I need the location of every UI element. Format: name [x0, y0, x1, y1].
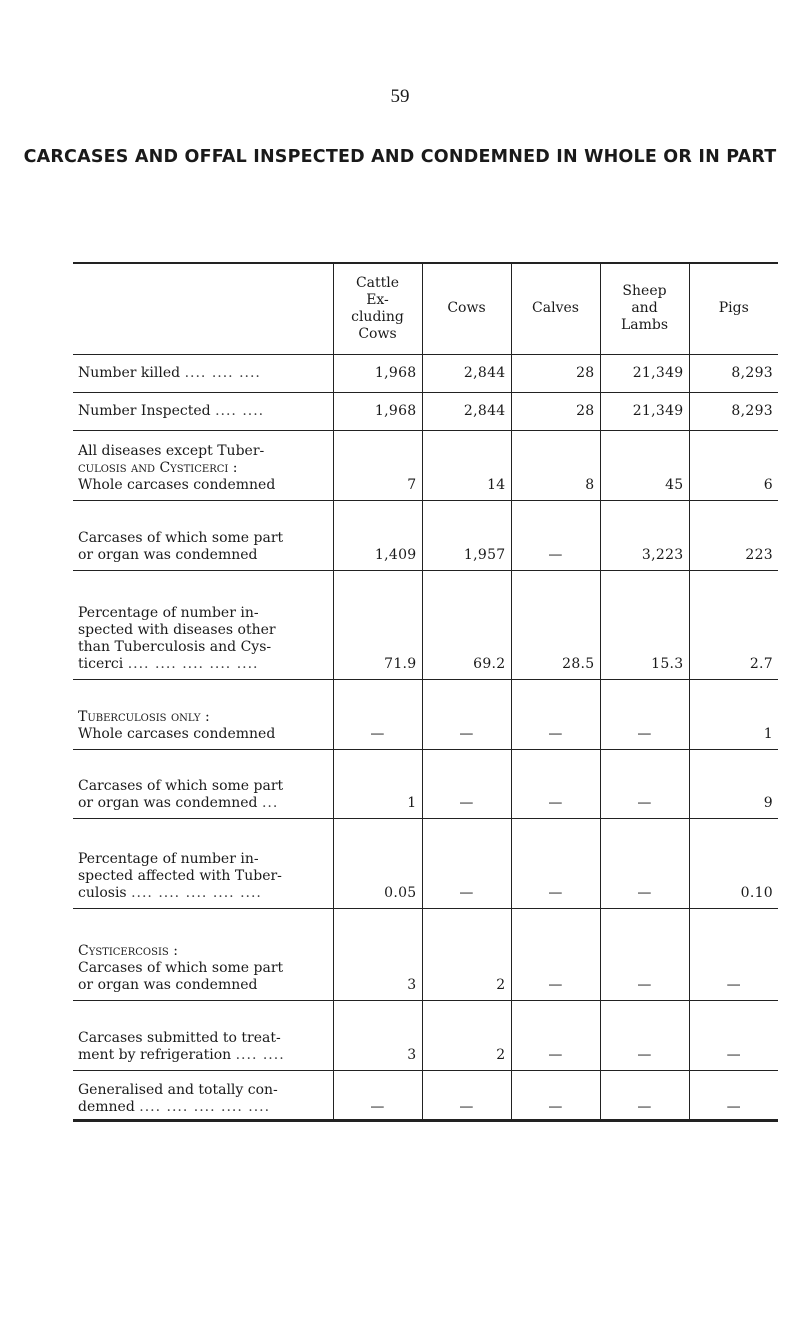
table-row: [73, 749, 778, 818]
label-line: Whole carcases condemned: [78, 476, 276, 493]
page-title: CARCASES AND OFFAL INSPECTED AND CONDEMNED IN WHOLE OR IN PART: [23, 147, 777, 167]
row-label: [73, 392, 333, 430]
label-line: All diseases except Tuber-: [78, 442, 265, 459]
label-line: Number Inspected: [78, 402, 211, 419]
cell-cattle: 1,968: [333, 392, 422, 430]
cell-calves: 28: [511, 392, 600, 430]
label-line: Carcases of which some part: [78, 959, 284, 976]
cell-cows: 2,844: [422, 354, 511, 392]
cell-cattle: 3: [333, 908, 422, 1000]
label-line: Percentage of number in-: [78, 850, 259, 867]
column-header-pigs: [689, 263, 778, 354]
label-line: Carcases of which some part: [78, 777, 284, 794]
header-line: Cattle: [355, 274, 400, 291]
cell-pigs: 2.7: [689, 570, 778, 679]
cell-pigs: 1: [689, 679, 778, 749]
header-line: Sheep: [622, 283, 667, 300]
table-row: [73, 430, 778, 500]
column-header-cattle: [333, 263, 422, 354]
cell-sheep: 3,223: [600, 500, 689, 570]
carcases-table: [73, 262, 778, 1122]
cell-pigs: —: [689, 1070, 778, 1120]
row-label: [73, 500, 333, 570]
leader-dots: .... .... .... .... ....: [131, 884, 262, 901]
table-row: [73, 908, 778, 1000]
cell-cows: 2,844: [422, 392, 511, 430]
cell-cattle: 71.9: [333, 570, 422, 679]
cell-pigs: —: [689, 1000, 778, 1070]
cell-calves: —: [511, 818, 600, 908]
cell-sheep: —: [600, 1000, 689, 1070]
header-line: Pigs: [718, 300, 749, 317]
cell-calves: —: [511, 500, 600, 570]
cell-pigs: —: [689, 908, 778, 1000]
cell-cattle: —: [333, 1070, 422, 1120]
label-line: culosis: [78, 884, 127, 901]
row-label: [73, 679, 333, 749]
label-line: Tuberculosis only :: [78, 708, 210, 725]
cell-cows: 69.2: [422, 570, 511, 679]
cell-pigs: 0.10: [689, 818, 778, 908]
cell-calves: —: [511, 1000, 600, 1070]
label-line: Cysticercosis :: [78, 942, 178, 959]
label-line: or organ was condemned: [78, 794, 258, 811]
label-line: Carcases of which some part: [78, 529, 284, 546]
cell-cows: —: [422, 749, 511, 818]
cell-sheep: —: [600, 749, 689, 818]
cell-sheep: —: [600, 818, 689, 908]
cell-cattle: —: [333, 679, 422, 749]
column-header-sheep: [600, 263, 689, 354]
leader-dots: .... ....: [215, 402, 265, 419]
column-header-calves: [511, 263, 600, 354]
cell-calves: 8: [511, 430, 600, 500]
table-row: [73, 818, 778, 908]
table-row: [73, 570, 778, 679]
label-line: ment by refrigeration: [78, 1046, 232, 1063]
cell-calves: 28: [511, 354, 600, 392]
leader-dots: .... .... ....: [184, 364, 261, 381]
page-number: 59: [390, 86, 410, 107]
row-label: [73, 818, 333, 908]
label-line: Whole carcases condemned: [78, 725, 276, 742]
header-line: Cows: [358, 325, 397, 342]
cell-cows: 1,957: [422, 500, 511, 570]
row-label: [73, 430, 333, 500]
cell-calves: —: [511, 908, 600, 1000]
table-row: [73, 679, 778, 749]
cell-pigs: 8,293: [689, 392, 778, 430]
row-label: [73, 749, 333, 818]
label-line: or organ was condemned: [78, 976, 258, 993]
cell-cattle: 1: [333, 749, 422, 818]
label-line: or organ was condemned: [78, 546, 258, 563]
table-row: [73, 1070, 778, 1120]
cell-cows: 2: [422, 1000, 511, 1070]
cell-cattle: 1,968: [333, 354, 422, 392]
header-line: Calves: [532, 300, 579, 317]
header-line: and: [631, 300, 658, 317]
table-row: [73, 1000, 778, 1070]
cell-sheep: —: [600, 679, 689, 749]
label-line: ticerci: [78, 655, 124, 672]
row-label: [73, 570, 333, 679]
leader-dots: ...: [261, 794, 279, 811]
table-row: [73, 392, 778, 430]
row-label: [73, 1070, 333, 1120]
label-line: Carcases submitted to treat-: [78, 1029, 281, 1046]
cell-sheep: 15.3: [600, 570, 689, 679]
cell-calves: —: [511, 679, 600, 749]
cell-sheep: —: [600, 908, 689, 1000]
label-line: spected with diseases other: [78, 621, 276, 638]
cell-cows: 14: [422, 430, 511, 500]
row-label: [73, 1000, 333, 1070]
header-line: Lambs: [620, 317, 669, 334]
cell-cows: 2: [422, 908, 511, 1000]
leader-dots: .... ....: [235, 1046, 285, 1063]
cell-pigs: 6: [689, 430, 778, 500]
cell-sheep: 21,349: [600, 392, 689, 430]
table-row: [73, 500, 778, 570]
cell-cows: —: [422, 679, 511, 749]
cell-cattle: 1,409: [333, 500, 422, 570]
cell-pigs: 9: [689, 749, 778, 818]
label-line: Percentage of number in-: [78, 604, 259, 621]
cell-cows: —: [422, 818, 511, 908]
table-row: [73, 354, 778, 392]
header-line: cluding: [351, 308, 404, 325]
cell-calves: —: [511, 749, 600, 818]
label-line: culosis and Cysticerci :: [78, 459, 238, 476]
cell-cattle: 0.05: [333, 818, 422, 908]
header-line: Cows: [447, 300, 486, 317]
cell-calves: 28.5: [511, 570, 600, 679]
cell-cattle: 7: [333, 430, 422, 500]
cell-cattle: 3: [333, 1000, 422, 1070]
row-label: [73, 908, 333, 1000]
leader-dots: .... .... .... .... ....: [139, 1098, 271, 1115]
label-line: Number killed: [78, 364, 181, 381]
cell-sheep: 21,349: [600, 354, 689, 392]
leader-dots: .... .... .... .... ....: [127, 655, 259, 672]
header-line: Ex-: [366, 291, 389, 308]
label-line: Generalised and totally con-: [78, 1081, 278, 1098]
table-header-row: [73, 263, 778, 354]
cell-cows: —: [422, 1070, 511, 1120]
label-line: demned: [78, 1098, 135, 1115]
cell-pigs: 223: [689, 500, 778, 570]
cell-sheep: 45: [600, 430, 689, 500]
label-line: than Tuberculosis and Cys-: [78, 638, 272, 655]
row-label: [73, 354, 333, 392]
cell-sheep: —: [600, 1070, 689, 1120]
header-blank-cell: [73, 263, 333, 354]
label-line: spected affected with Tuber-: [78, 867, 282, 884]
cell-calves: —: [511, 1070, 600, 1120]
column-header-cows: [422, 263, 511, 354]
cell-pigs: 8,293: [689, 354, 778, 392]
